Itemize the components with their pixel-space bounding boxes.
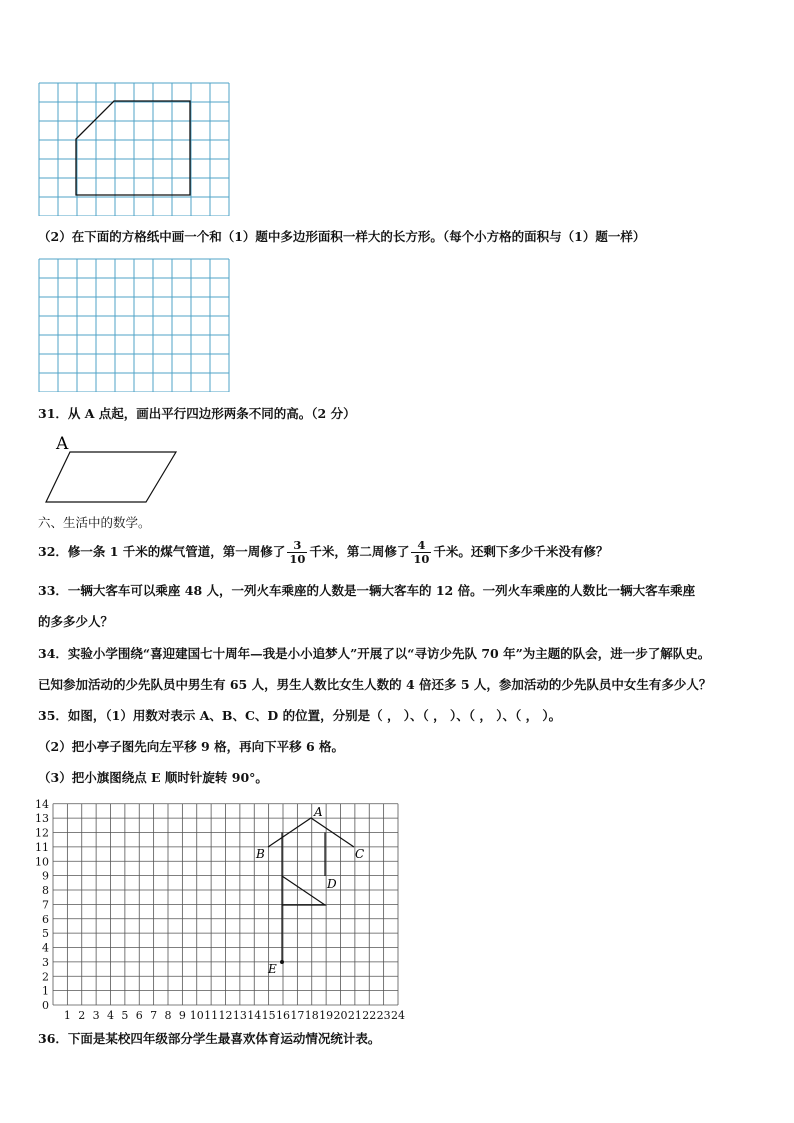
- y-tick-label: 6: [42, 912, 49, 926]
- x-tick-label: 7: [150, 1009, 158, 1022]
- label-b: B: [256, 847, 265, 861]
- frac2-numerator: 4: [411, 539, 431, 553]
- q32-part1: 32．修一条 1 千米的煤气管道，第一周修了: [38, 544, 286, 559]
- y-tick-label: 1: [42, 984, 49, 998]
- y-tick-label: 3: [42, 955, 49, 969]
- x-tick-label: 5: [121, 1009, 129, 1022]
- y-tick-label: 14: [35, 797, 49, 811]
- x-tick-label: 18: [304, 1009, 319, 1022]
- y-tick-label: 2: [42, 970, 49, 984]
- polygon-grid: [38, 82, 230, 216]
- q31-text: 31．从 A 点起，画出平行四边形两条不同的高。（2 分）: [38, 406, 356, 421]
- x-tick-label: 14: [247, 1009, 262, 1022]
- q36-text: 36．下面是某校四年级部分学生最喜欢体育运动情况统计表。: [38, 1031, 381, 1046]
- flag-triangle: [282, 876, 325, 905]
- y-tick-label: 4: [42, 941, 49, 955]
- x-tick-label: 20: [333, 1009, 348, 1022]
- x-tick-label: 10: [189, 1009, 204, 1022]
- q32-part3: 千米。还剩下多少千米没有修？: [433, 544, 609, 559]
- y-tick-label: 8: [42, 884, 49, 897]
- coordinate-grid: [24, 796, 414, 1024]
- q32-part2: 千米，第二周修了: [309, 544, 410, 559]
- x-tick-label: 11: [204, 1009, 219, 1022]
- q33-line1: 33．一辆大客车可以乘座 48 人，一列火车乘座的人数是一辆大客车的 12 倍。一列火车乘座的人数比一辆大客车乘座: [38, 583, 696, 598]
- fraction-3-10: [287, 539, 307, 566]
- x-tick-label: 19: [319, 1009, 334, 1022]
- x-tick-label: 15: [261, 1009, 276, 1022]
- y-tick-label: 11: [35, 840, 49, 854]
- x-tick-label: 23: [376, 1009, 391, 1022]
- label-a: A: [314, 805, 323, 819]
- q34-line1: 34．实验小学围绕“喜迎建国七十周年—我是小小追梦人”开展了以“寻访少先队 70 年”为主题的队会，进一步了解队史。: [38, 646, 711, 661]
- q33-line2: 的多多少人？: [38, 614, 114, 629]
- frac1-numerator: 3: [287, 539, 307, 553]
- y-tick-label: 12: [35, 826, 49, 840]
- frac2-denominator: 10: [413, 552, 430, 566]
- x-tick-label: 1: [63, 1009, 71, 1022]
- y-tick-label: 7: [42, 898, 49, 912]
- q35-line2: （2）把小亭子图先向左平移 9 格，再向下平移 6 格。: [38, 739, 345, 754]
- x-tick-label: 12: [218, 1009, 233, 1022]
- point-e-dot: [280, 960, 284, 964]
- q32-text: [38, 538, 608, 566]
- q30-part2-text: （2）在下面的方格纸中画一个和（1）题中多边形面积一样大的长方形。（每个小方格的面积与（1）题一样）: [38, 229, 646, 244]
- x-tick-label: 8: [164, 1009, 172, 1022]
- frac1-denominator: 10: [289, 552, 306, 566]
- point-a-label: A: [56, 434, 69, 454]
- parallelogram-figure: [38, 432, 188, 504]
- section6-heading: 六、生活中的数学。: [38, 515, 151, 530]
- y-tick-label: 5: [42, 927, 49, 941]
- label-e: E: [268, 962, 277, 976]
- x-tick-label: 2: [78, 1009, 86, 1022]
- x-tick-label: 9: [178, 1009, 186, 1022]
- y-tick-label: 9: [42, 869, 49, 883]
- q34-line2: 已知参加活动的少先队员中男生有 65 人，男生人数比女生人数的 4 倍还多 5 人，参加活动的少先队员中女生有多少人？: [38, 677, 712, 692]
- x-tick-label: 17: [290, 1009, 305, 1022]
- q35-line3: （3）把小旗图绕点 E 顺时针旋转 90°。: [38, 770, 268, 785]
- parallelogram-shape: [46, 452, 176, 502]
- label-c: C: [355, 847, 365, 861]
- x-tick-label: 4: [107, 1009, 114, 1022]
- x-tick-label: 24: [391, 1009, 405, 1022]
- x-tick-label: 22: [362, 1009, 377, 1022]
- y-tick-label: 13: [35, 812, 49, 826]
- x-tick-label: 21: [347, 1009, 362, 1022]
- y-tick-label: 0: [42, 999, 49, 1012]
- y-tick-label: 10: [35, 855, 49, 869]
- label-d: D: [327, 877, 337, 891]
- fraction-4-10: [411, 539, 431, 566]
- empty-grid[interactable]: [38, 258, 230, 392]
- x-tick-label: 16: [276, 1009, 290, 1022]
- x-tick-label: 6: [135, 1009, 143, 1022]
- polygon-shape: [76, 101, 190, 195]
- x-tick-label: 13: [232, 1009, 247, 1022]
- x-tick-label: 3: [92, 1009, 100, 1022]
- q35-line1: 35．如图，（1）用数对表示 A、B、C、D 的位置，分别是（ ， ）、（ ， ）、（ ， ）、（ ， ）。: [38, 708, 562, 723]
